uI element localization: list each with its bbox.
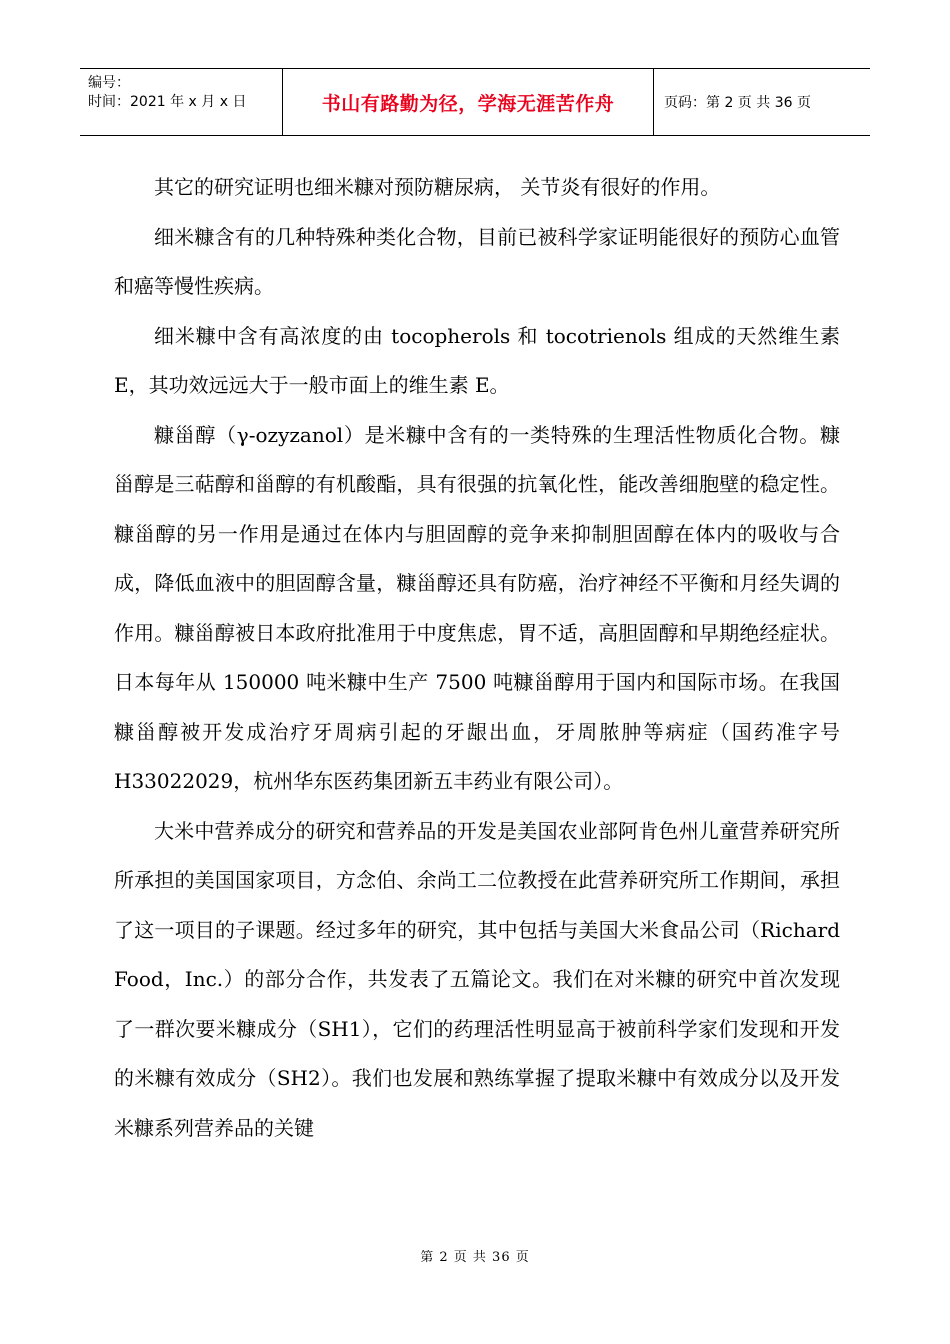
date-label: 时间：2021 年 x 月 x 日 <box>88 94 247 110</box>
doc-number-label: 编号： <box>88 75 130 91</box>
page-info-text: 页码：第 2 页 共 36 页 <box>664 95 811 111</box>
header-table <box>80 68 870 136</box>
page-footer <box>0 1246 950 1265</box>
paragraph: 糠甾醇（γ-ozyzanol）是米糠中含有的一类特殊的生理活性物质化合物。糠甾醇是三萜醇和甾醇的有机酸酯，具有很强的抗氧化性，能改善细胞壁的稳定性。糠甾醇的另一作用是通过在体内与胆固醇的竞争来抑制胆固醇在体内的吸收与合成，降低血液中的胆固醇含量，糠甾醇还具有防癌，治疗神经不平衡和月经失调的作用。糠甾醇被日本政府批准用于中度焦虑，胃不适，高胆固醇和早期绝经症状。日本每年从 150000 吨米糠中生产 7500 吨糠甾醇用于国内和国际市场。在我国糠甾醇被开发成治疗牙周病引起的牙龈出血，牙周脓肿等病症（国药准字号 H33022029，杭州华东医药集团新五丰药业有限公司）。 <box>114 422 840 793</box>
motto-text: 书山有路勤为径，学海无涯苦作舟 <box>321 92 615 115</box>
footer-page-number: 第 2 页 共 36 页 <box>420 1250 530 1265</box>
paragraph: 其它的研究证明也细米糠对预防糖尿病， 关节炎有很好的作用。 <box>154 175 721 199</box>
document-body <box>114 163 840 1153</box>
page-info-cell <box>654 69 870 135</box>
paragraph: 细米糠含有的几种特殊种类化合物，目前已被科学家证明能很好的预防心血管和癌等慢性疾病。 <box>114 224 840 298</box>
paragraph: 细米糠中含有高浓度的由 tocopherols 和 tocotrienols 组成的天然维生素 E，其功效远远大于一般市面上的维生素 E。 <box>114 323 840 397</box>
header-meta-cell <box>80 69 282 135</box>
motto-cell <box>282 69 654 135</box>
paragraph: 大米中营养成分的研究和营养品的开发是美国农业部阿肯色州儿童营养研究所所承担的美国国家项目，方念伯、余尚工二位教授在此营养研究所工作期间，承担了这一项目的子课题。经过多年的研究，其中包括与美国大米食品公司（Richard Food，Inc.）的部分合作，共发表了五篇论文。我们在对米糠的研究中首次发现了一群次要米糠成分（SH1），它们的药理活性明显高于被前科学家们发现和开发的米糠有效成分（SH2）。我们也发展和熟练掌握了提取米糠中有效成分以及开发米糠系列营养品的关键 <box>114 818 840 1140</box>
